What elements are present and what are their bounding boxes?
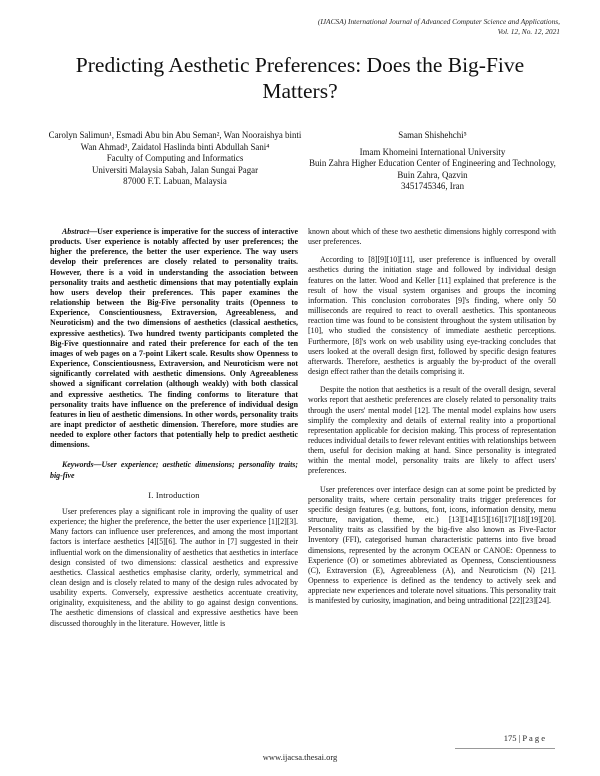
footer-url: www.ijacsa.thesai.org <box>262 752 338 762</box>
body-paragraph: According to [8][9][10][11], user preference is influenced by overall aesthetics during the initiation stage and followed by individual design features on the latter. Wood and Keller [11] explained that preference is the result of how the visual system organises and groups the incoming information. This conclusion corroborates [9]'s finding, where only 50 milliseconds are required to react to overall aesthetics. This spontaneous reaction time was found to be consistent throughout the system utilisation by [10], who studied the consistency of immediate aesthetic perceptions. Furthermore, [8]'s work on web usability using eye-tracking concludes that users looked at the overall design first, followed by specific design features afterwards. Therefore, aesthetics is arguably the by-product of the overall design effect rather than the details comprising it. <box>308 255 556 377</box>
journal-header <box>260 17 560 37</box>
abstract-text: —User experience is imperative for the success of interactive products. User experience is notably affected by user preferences; the higher the preference, the better the user experience. The way users develop their preferences are closely related to personality traits. However, there is a void in understanding the association between personality traits and aesthetic dimensions that may potentially explain how users develop their preferences. This paper examines the relationship between the Big-Five personality traits (Openness to Experience, Conscientiousness, Extraversion, Agreeableness, and Neuroticism) and the two dimensions of aesthetics (classical aesthetics, expressive aesthetics). Two hundred twenty participants completed the Big-Five questionnaire and rated their preference for each of the ten images of web pages on a 7-point Likert scale. Results show Openness to Experience, Conscientiousness, Extraversion, and Neuroticism were not significantly correlated with aesthetic dimensions. Only Agreeableness showed a significant correlation (although weakly) with both classical and expressive aesthetics. The finding conforms to literature that personality traits have influence on the preference of individual design features in lieu of aesthetic dimensions. In other words, personality traits are inapt predictor of aesthetic dimension. Therefore, more studies are needed to explore other factors that potentially help to predict aesthetic dimensions. <box>50 227 298 450</box>
page-number: 175 | P a g e <box>503 733 545 743</box>
left-column <box>50 227 298 629</box>
body-paragraph: known about which of these two aesthetic dimensions highly correspond with user preferences. <box>308 227 556 247</box>
affiliation-right-center: Buin Zahra Higher Education Center of Engineering and Technology, Buin Zahra, Qazvin <box>309 158 556 180</box>
author-list: Carolyn Salimun¹, Esmadi Abu bin Abu Seman², Wan Nooraishya binti Wan Ahmad³, Zaidatol Haslinda binti Abdullah Sani⁴ <box>48 130 302 152</box>
abstract-label: Abstract <box>62 227 90 236</box>
affiliation-right-univ: Imam Khomeini International University <box>359 146 506 157</box>
right-column <box>308 227 556 606</box>
author-right: Saman Shishehchi⁵ <box>398 130 467 140</box>
affiliation-right-phone: 3451745346, Iran <box>400 181 465 192</box>
body-paragraph: Despite the notion that aesthetics is a result of the overall design, several works report that aesthetic preferences are closely related to personality traits through the users' mental model [12]. The mental model explains how users simplify the complexity and details of external reality into a proportional representation applicable for decision making. This process of representation reduces individual details to fewer relevant entities with relationships between them, useful for decision making at hand. Since personality is integrated within the mental model, personality traits are likely to affect users' preferences. <box>308 385 556 476</box>
paper-title: Predicting Aesthetic Preferences: Does the Big-Five Matters? <box>75 53 525 103</box>
section-heading: I. Introduction <box>148 490 200 500</box>
footer-divider <box>455 748 555 749</box>
affiliation-univ: Universiti Malaysia Sabah, Jalan Sungai Pagar <box>91 164 259 175</box>
journal-volume: Vol. 12, No. 12, 2021 <box>497 27 560 36</box>
affiliation-dept: Faculty of Computing and Informatics <box>106 153 244 164</box>
abstract <box>50 227 298 450</box>
affiliation-left <box>40 130 310 188</box>
affiliation-address: 87000 F.T. Labuan, Malaysia <box>123 176 227 187</box>
journal-name: (IJACSA) International Journal of Advanced Computer Science and Applications, <box>317 17 560 26</box>
body-paragraph: User preferences over interface design can at some point be predicted by personality traits, where certain personality traits trigger preferences for specific design features (e.g. buttons, font, icons, information density, menu structure, navigation, theme, etc.) [13][14][15][16][17][18][19][20]. Personality traits as classified by the big-five also known as Five-Factor Inventory (FFI), categorised human characteristic patterns into five broad dimensions, represented by the acronym OCEAN or CANOE: Openness to Experience (O) or sometimes abbreviated as Openness, Conscientiousness (C), Extraversion (E), Agreeableness (A), and Neuroticism (N) [21]. Openness to experience is defined as the tendency to actively seek and appreciate new experiences and tolerate novel situations. This personality trait is manifested by curiosity, imagination, and being untraditional [22][23][24]. <box>308 484 556 606</box>
affiliation-right <box>300 130 565 193</box>
keywords: Keywords—User experience; aesthetic dimensions; personality traits; big-five <box>50 460 298 480</box>
intro-paragraph: User preferences play a significant role in improving the quality of user experience; the higher the preference, the better the user experience [1][2][3]. Many factors can influence user preferences, and among the most important factors is interface aesthetics [4][5][6]. The author in [7] suggested in their influential work on the dimensionality of aesthetics that aesthetics in interface design consisted of two dimensions: classical aesthetics and expressive aesthetics. Classical aesthetics emphasise clarity, orderly, symmetrical and clean design and is closely related to many of the design rules advocated by usability experts. Conversely, expressive aesthetics accentuate creativity, originality, exquisiteness, and the ability to go against design conventions. The aesthetic dimensions of classical and expressive aesthetics have been discussed thoroughly in the literature. However, little is <box>50 506 298 628</box>
